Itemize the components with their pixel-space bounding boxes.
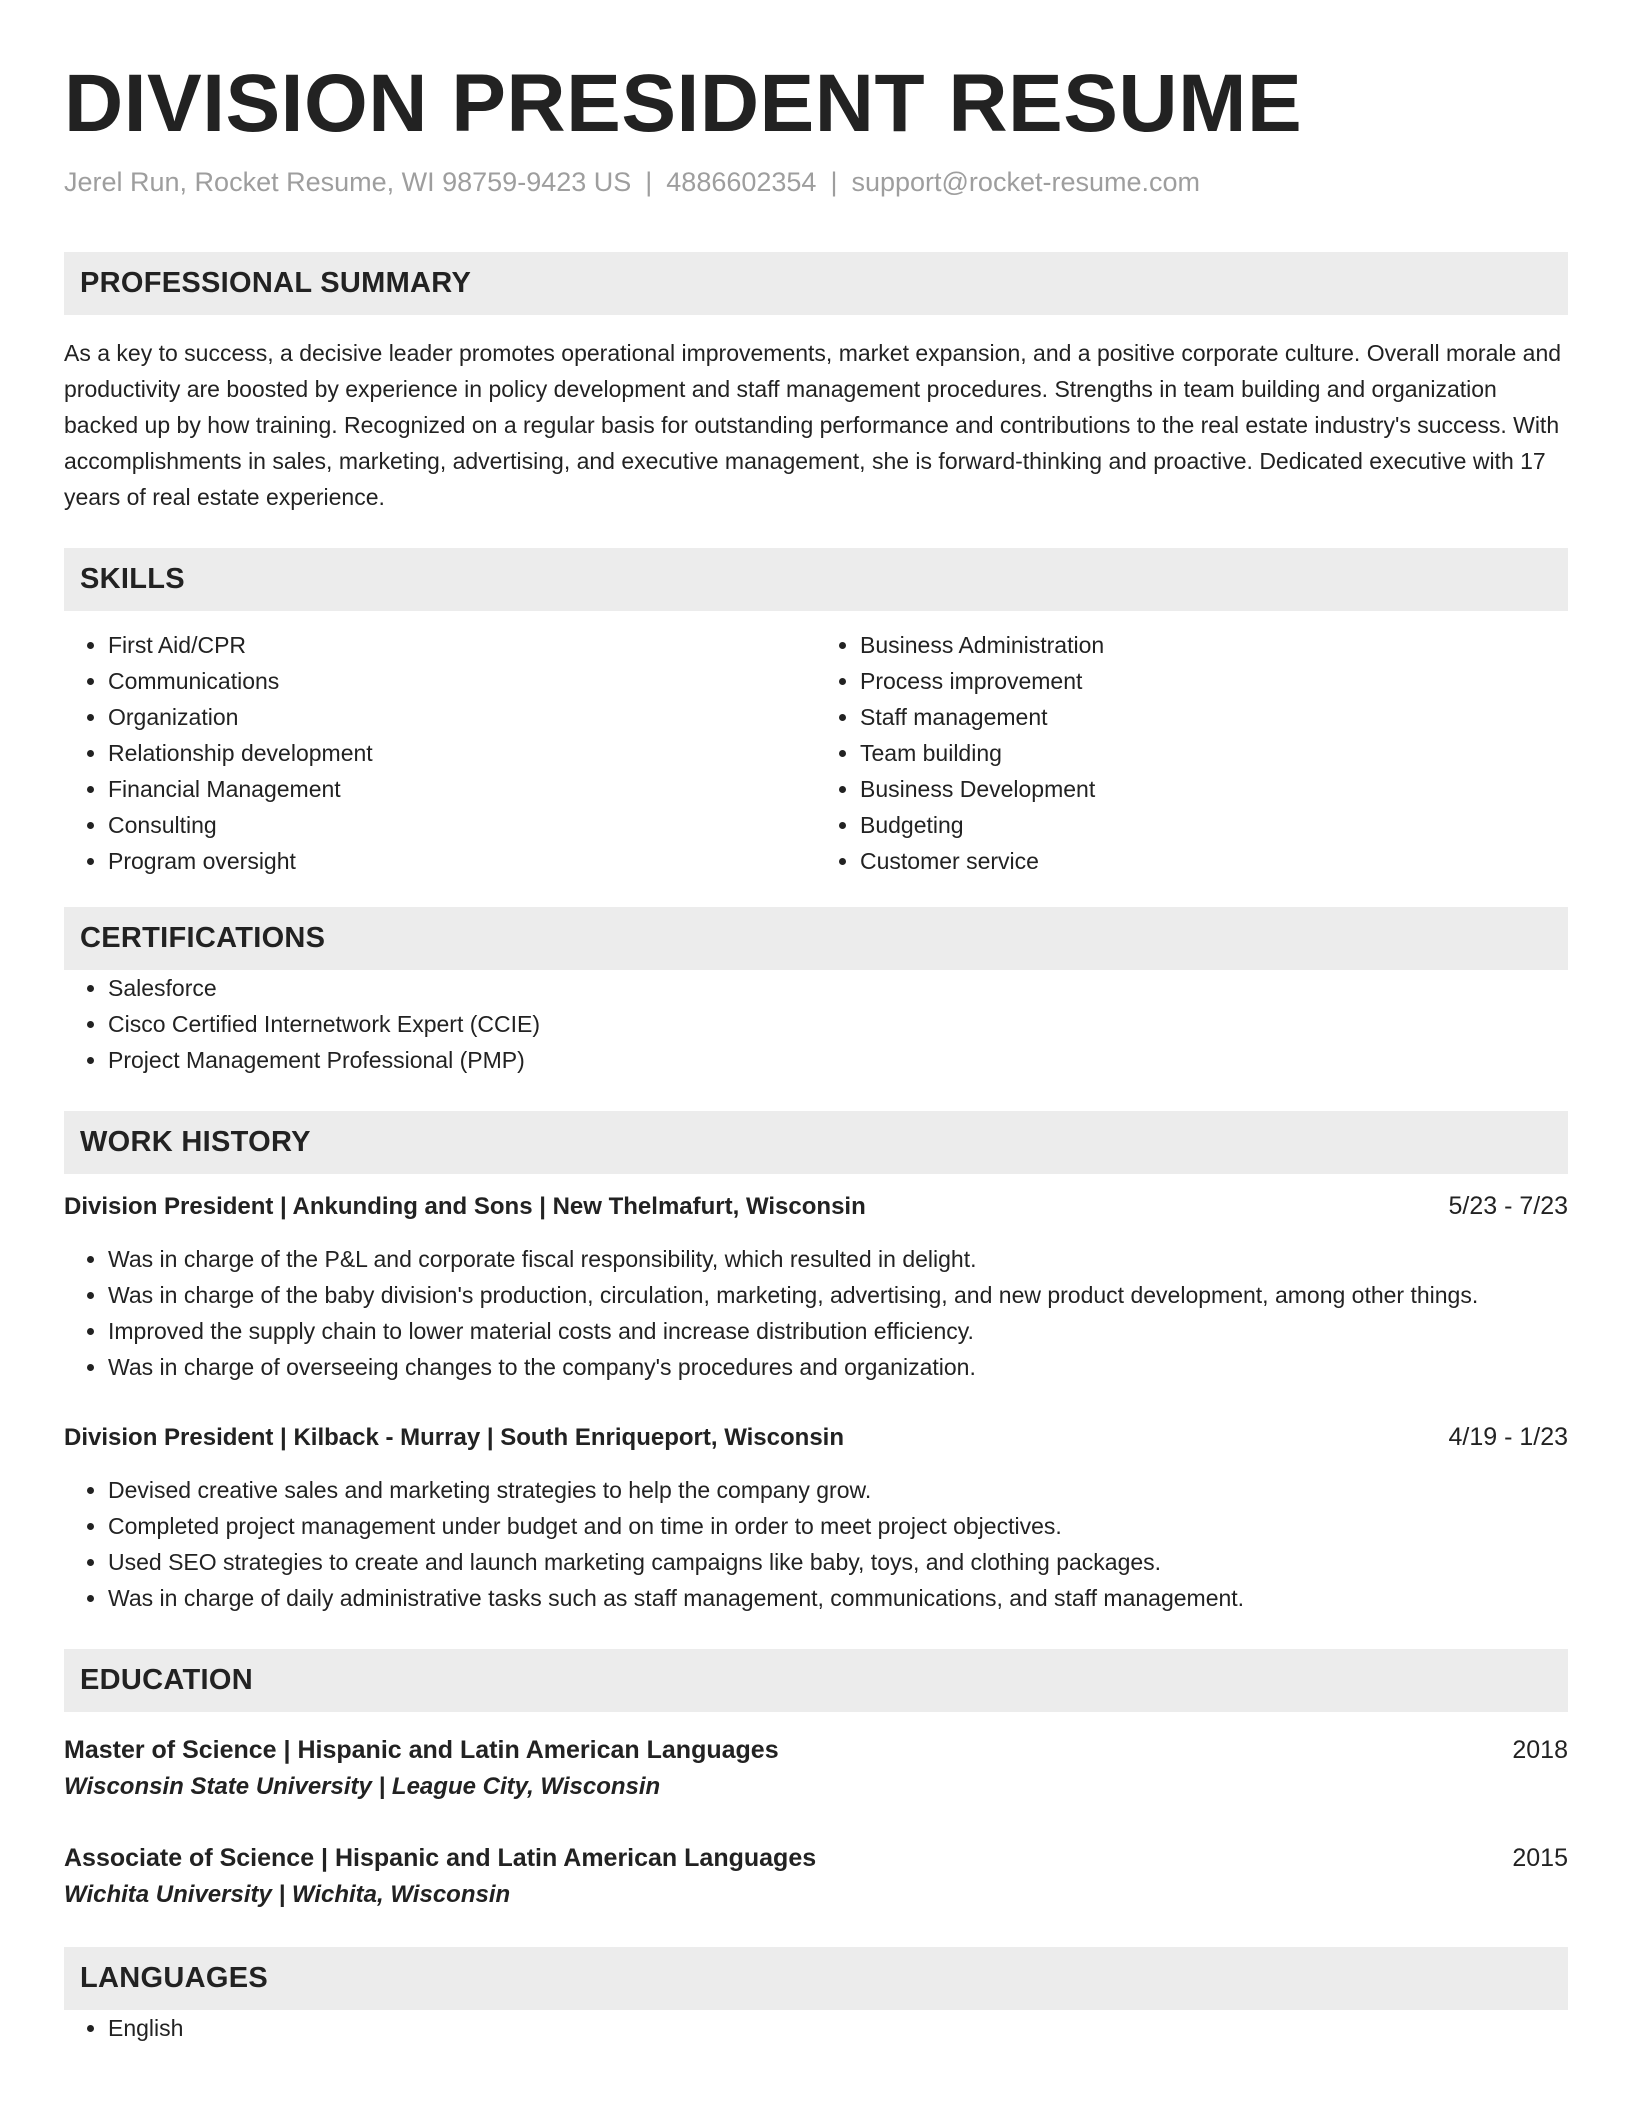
section-heading-work-history: WORK HISTORY bbox=[64, 1111, 1568, 1174]
education-school: Wichita University | Wichita, Wisconsin bbox=[64, 1881, 511, 1908]
skill-item: • Staff management bbox=[860, 699, 1568, 735]
skill-item: • Consulting bbox=[108, 807, 816, 843]
job-bullets bbox=[64, 1241, 1568, 1385]
contact-email: support@rocket-resume.com bbox=[851, 167, 1200, 197]
education-school: Wisconsin State University | League City, Wisconsin bbox=[64, 1773, 661, 1800]
certification-item: • Project Management Professional (PMP) bbox=[108, 1042, 1568, 1078]
job-bullet: • Devised creative sales and marketing strategies to help the company grow. bbox=[108, 1472, 1568, 1508]
education-header bbox=[64, 1840, 1568, 1876]
skills-column-left bbox=[64, 627, 816, 879]
job-title: Division President | Ankunding and Sons | New Thelmafurt, Wisconsin bbox=[64, 1193, 866, 1220]
job-dates: 4/19 - 1/23 bbox=[1448, 1423, 1568, 1451]
skill-item: • First Aid/CPR bbox=[108, 627, 816, 663]
job-dates: 5/23 - 7/23 bbox=[1448, 1192, 1568, 1220]
education-degree: Master of Science | Hispanic and Latin American Languages bbox=[64, 1736, 779, 1764]
contact-separator: | bbox=[645, 167, 653, 197]
section-heading-education: EDUCATION bbox=[64, 1649, 1568, 1712]
education-year: 2015 bbox=[1512, 1844, 1568, 1872]
certifications-list bbox=[64, 970, 1568, 1078]
education-header bbox=[64, 1732, 1568, 1768]
section-heading-certifications: CERTIFICATIONS bbox=[64, 907, 1568, 970]
skill-item: • Financial Management bbox=[108, 771, 816, 807]
skill-item: • Customer service bbox=[860, 843, 1568, 879]
contact-separator: | bbox=[830, 167, 838, 197]
skills-grid bbox=[64, 627, 1568, 879]
resume-title: DIVISION PRESIDENT RESUME bbox=[64, 58, 1303, 149]
skill-item: • Business Development bbox=[860, 771, 1568, 807]
job-bullets bbox=[64, 1472, 1568, 1616]
contact-address: Jerel Run, Rocket Resume, WI 98759-9423 US bbox=[64, 167, 632, 197]
education-year: 2018 bbox=[1512, 1736, 1568, 1764]
section-heading-summary: PROFESSIONAL SUMMARY bbox=[64, 252, 1568, 315]
job-bullet: • Was in charge of the P&L and corporate fiscal responsibility, which resulted in delight. bbox=[108, 1241, 1568, 1277]
skill-item: • Program oversight bbox=[108, 843, 816, 879]
job-entry bbox=[64, 1188, 1568, 1385]
language-item: • English bbox=[108, 2010, 1568, 2046]
education-entry bbox=[64, 1840, 1568, 1914]
education-degree: Associate of Science | Hispanic and Latin American Languages bbox=[64, 1844, 817, 1872]
languages-list bbox=[64, 2010, 1568, 2046]
job-entry bbox=[64, 1419, 1568, 1616]
contact-phone: 4886602354 bbox=[666, 167, 817, 197]
job-bullet: • Was in charge of overseeing changes to the company's procedures and organization. bbox=[108, 1349, 1568, 1385]
skill-item: • Process improvement bbox=[860, 663, 1568, 699]
skills-column-right bbox=[816, 627, 1568, 879]
section-heading-skills: SKILLS bbox=[64, 548, 1568, 611]
skill-item: • Relationship development bbox=[108, 735, 816, 771]
section-heading-languages: LANGUAGES bbox=[64, 1947, 1568, 2010]
skill-item: • Communications bbox=[108, 663, 816, 699]
education-entry bbox=[64, 1732, 1568, 1806]
job-header bbox=[64, 1419, 1568, 1456]
skill-item: • Team building bbox=[860, 735, 1568, 771]
job-bullet: • Used SEO strategies to create and launch marketing campaigns like baby, toys, and clothing packages. bbox=[108, 1544, 1568, 1580]
job-bullet: • Completed project management under budget and on time in order to meet project objectives. bbox=[108, 1508, 1568, 1544]
skill-item: • Budgeting bbox=[860, 807, 1568, 843]
job-header bbox=[64, 1188, 1568, 1225]
summary-text: As a key to success, a decisive leader promotes operational improvements, market expansion, and a positive corporate culture. Overall morale and productivity are boosted by experience in policy development and staff management procedures. Strengths in team building and organization backed up by how training. Recognized on a regular basis for outstanding performance and contributions to the real estate industry's success. With accomplishments in sales, marketing, advertising, and executive management, she is forward-thinking and proactive. Dedicated executive with 17 years of real estate experience. bbox=[64, 340, 1562, 510]
job-bullet: • Was in charge of the baby division's production, circulation, marketing, advertising, and new product development, among other things. bbox=[108, 1277, 1568, 1313]
contact-line bbox=[64, 164, 1568, 200]
skill-item: • Organization bbox=[108, 699, 816, 735]
certification-item: • Salesforce bbox=[108, 970, 1568, 1006]
job-bullet: • Was in charge of daily administrative tasks such as staff management, communications, and staff management. bbox=[108, 1580, 1568, 1616]
job-bullet: • Improved the supply chain to lower material costs and increase distribution efficiency. bbox=[108, 1313, 1568, 1349]
certification-item: • Cisco Certified Internetwork Expert (CCIE) bbox=[108, 1006, 1568, 1042]
skill-item: • Business Administration bbox=[860, 627, 1568, 663]
job-title: Division President | Kilback - Murray | South Enriqueport, Wisconsin bbox=[64, 1424, 844, 1451]
